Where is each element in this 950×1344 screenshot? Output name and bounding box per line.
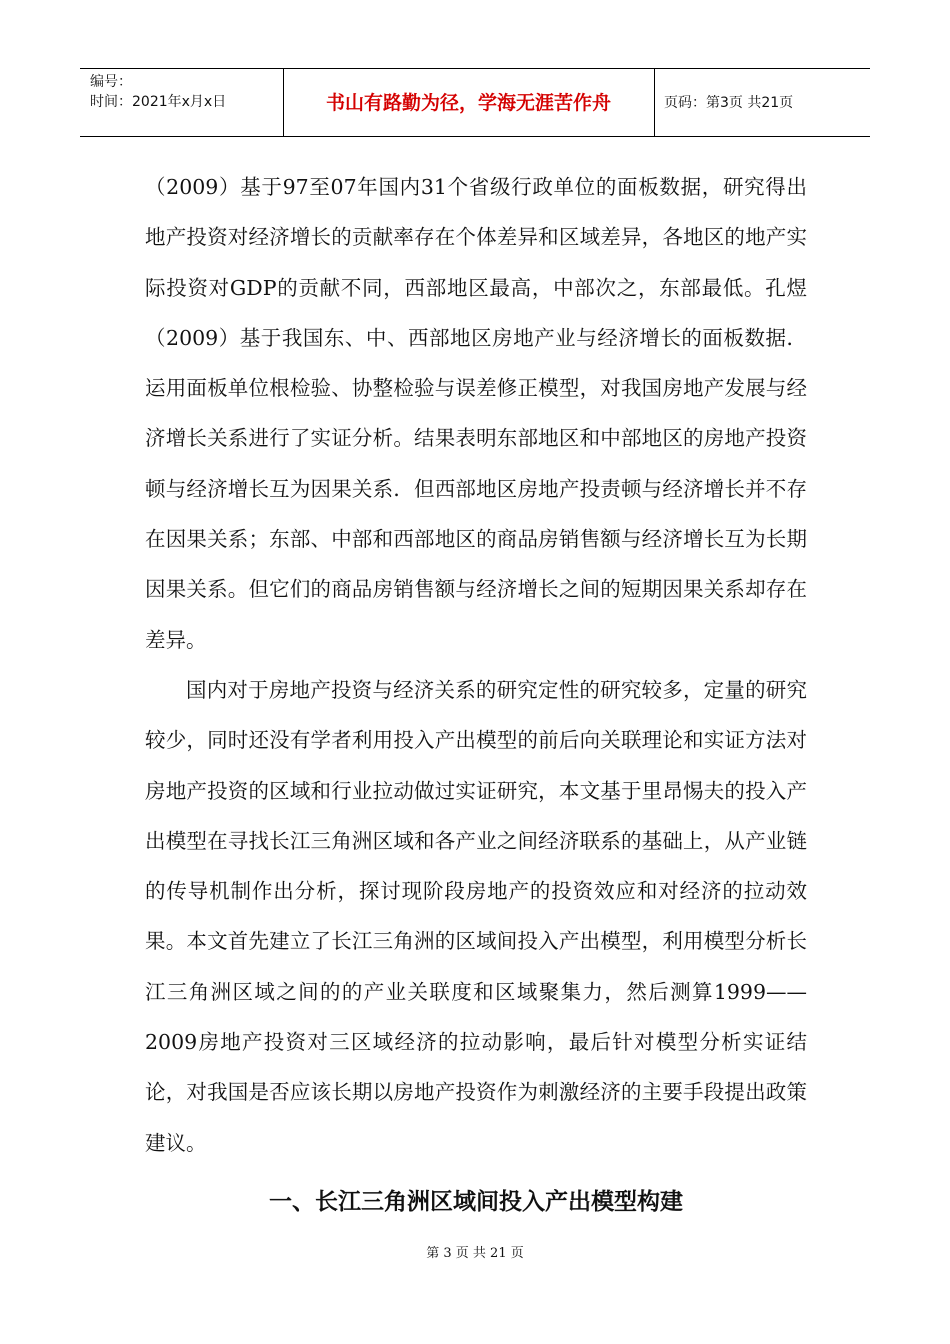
header-motto: 书山有路勤为径，学海无涯苦作舟 (325, 92, 611, 114)
paragraph: 国内对于房地产投资与经济关系的研究定性的研究较多，定量的研究较少，同时还没有学者利用投入产出模型的前后向关联理论和实证方法对房地产投资的区域和行业拉动做过实证研究，本文基于里昂惕夫的投入产出模型在寻找长江三角洲区域和各产业之间经济联系的基础上，从产业链的传导机制作出分析，探讨现阶段房地产的投资效应和对经济的拉动效果。本文首先建立了长江三角洲的区域间投入产出模型，利用模型分析长江三角洲区域之间的的产业关联度和区域聚集力，然后测算1999——2009房地产投资对三区域经济的拉动影响，最后针对模型分析实证结论，对我国是否应该长期以房地产投资作为刺激经济的主要手段提出政策建议。 (145, 677, 807, 1155)
serial-number-label: 编号： (90, 74, 132, 90)
page-footer: 第 3 页 共 21 页 (426, 1246, 524, 1261)
header-separator (654, 68, 655, 136)
date-label: 时间：2021年x月x日 (90, 94, 227, 110)
paragraph: （2009）基于97至07年国内31个省级行政单位的面板数据，研究得出地产投资对经济增长的贡献率存在个体差异和区域差异，各地区的地产实际投资对GDP的贡献不同，西部地区最高，中部次之，东部最低。孔煜（2009）基于我国东、中、西部地区房地产业与经济增长的面板数据．运用面板单位根检验、协整检验与误差修正模型，对我国房地产发展与经济增长关系进行了实证分析。结果表明东部地区和中部地区的房地产投资顿与经济增长互为因果关系．但西部地区房地产投责顿与经济增长并不存在因果关系；东部、中部和西部地区的商品房销售额与经济增长互为长期因果关系。但它们的商品房销售额与经济增长之间的短期因果关系却存在差异。 (145, 175, 807, 652)
document-body (145, 162, 807, 1168)
header-top-rule (80, 68, 870, 69)
header-meta (90, 72, 280, 112)
header-bottom-rule (80, 136, 870, 137)
header-page-info: 页码：第3页 共21页 (664, 95, 794, 111)
section-heading: 一、长江三角洲区域间投入产出模型构建 (269, 1189, 683, 1215)
